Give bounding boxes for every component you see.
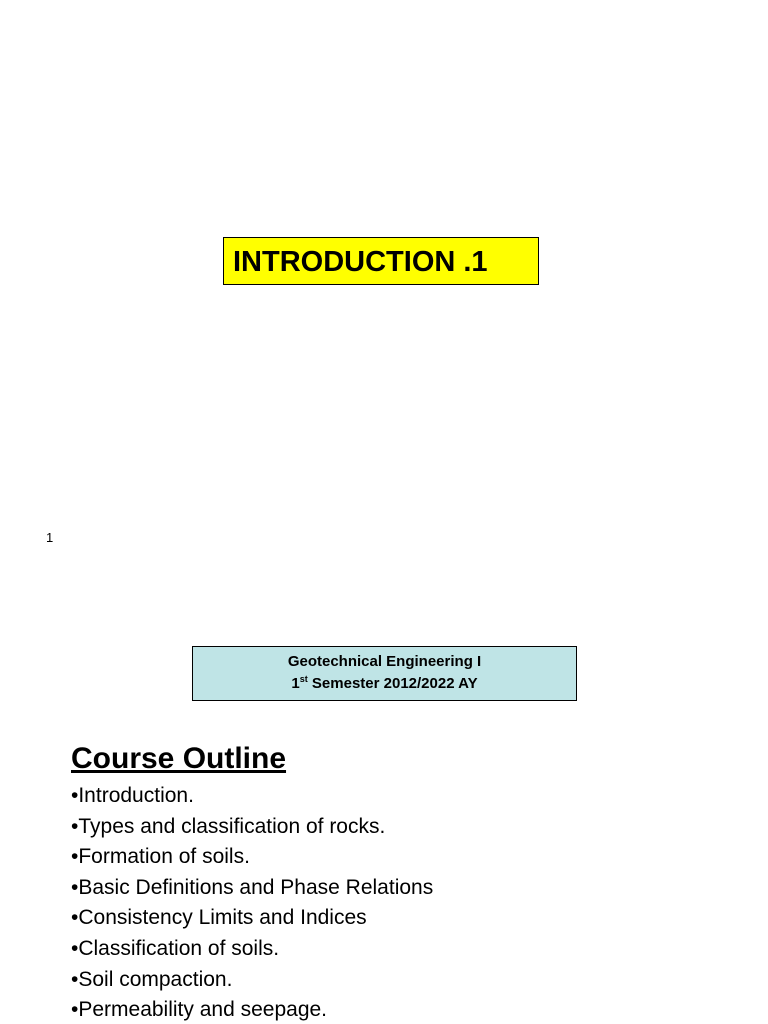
outline-item: •Formation of soils. [71, 845, 250, 869]
page-number: 1 [46, 530, 54, 545]
semester-suffix: st [299, 674, 308, 684]
outline-item: •Types and classification of rocks. [71, 814, 386, 838]
outline-heading: Course Outline [71, 742, 287, 775]
course-name: Geotechnical Engineering I [287, 653, 482, 670]
semester-text: Semester 2012/2022 AY [307, 675, 478, 692]
outline-item: •Soil compaction. [71, 967, 233, 991]
outline-item: •Basic Definitions and Phase Relations [71, 875, 434, 899]
outline-item: •Introduction. [71, 784, 194, 807]
course-semester [193, 673, 576, 695]
outline-item: •Permeability and seepage. [71, 998, 328, 1022]
semester-number: 1 [291, 675, 300, 692]
outline-list [71, 781, 433, 1024]
page-title: INTRODUCTION .1 [223, 237, 539, 285]
outline-item: •Consistency Limits and Indices [71, 906, 367, 930]
outline-item: •Classification of soils. [71, 936, 280, 960]
course-info-box [192, 646, 577, 701]
